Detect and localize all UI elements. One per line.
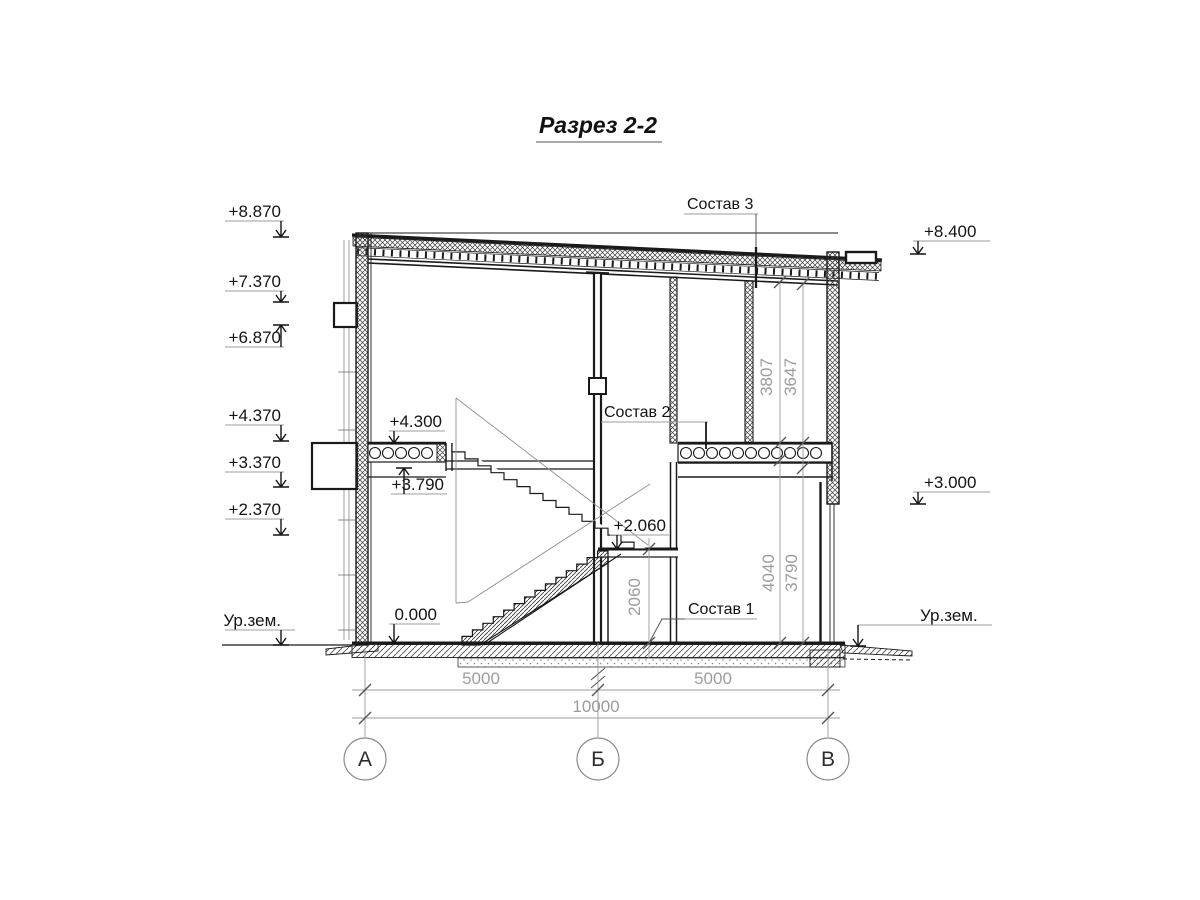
level-left-6870: +6.870 — [228, 328, 281, 347]
central-column — [586, 272, 609, 643]
level-internal-0000: 0.000 — [394, 605, 437, 624]
dim-total: 10000 — [572, 697, 620, 716]
level-left-8870: +8.870 — [228, 202, 281, 221]
elevation-marks-right — [850, 222, 992, 646]
level-arrows-right — [850, 241, 926, 646]
axis-label-b: Б — [591, 748, 605, 771]
left-wall-hatch — [356, 233, 368, 645]
partition-2 — [745, 281, 753, 443]
horizontal-dimensions — [352, 669, 840, 724]
elevation-marks-left — [223, 202, 295, 645]
lower-flight-section — [462, 551, 608, 645]
dim-upper-2: 3647 — [781, 358, 800, 396]
level-internal-4300: +4.300 — [389, 412, 442, 431]
label-sostav-1: Состав 1 — [688, 601, 755, 618]
level-left-2370: +2.370 — [228, 500, 281, 519]
dim-landing: 2060 — [625, 578, 644, 616]
level-left-3370: +3.370 — [228, 453, 281, 472]
right-wall-hatch — [827, 252, 839, 504]
floor-slab-ground — [352, 645, 845, 658]
drawing-title: Разрез 2-2 — [538, 112, 658, 138]
left-wall — [312, 233, 371, 645]
sand-bed — [458, 658, 845, 667]
roof-assembly — [352, 233, 882, 285]
dim-span-1: 5000 — [462, 669, 500, 688]
wall-projection-canopy — [312, 443, 357, 489]
dim-lower-2: 3790 — [782, 554, 801, 592]
ground-assembly — [222, 643, 985, 667]
axis-label-a: А — [357, 748, 373, 771]
axis-label-v: В — [820, 748, 836, 771]
dim-span-2: 5000 — [694, 669, 732, 688]
level-left-7370: +7.370 — [228, 272, 281, 291]
roof-fascia — [846, 252, 876, 263]
level-right-8400: +8.400 — [924, 222, 977, 241]
title-block — [536, 112, 662, 142]
wall-projection-upper — [334, 303, 357, 327]
level-right-3000: +3.000 — [924, 473, 977, 492]
column-splice — [589, 378, 606, 394]
label-sostav-3: Состав 3 — [687, 196, 754, 213]
axis-bubbles — [344, 738, 849, 780]
dim-upper-1: 3807 — [757, 358, 776, 396]
partition-1-upper — [670, 277, 677, 443]
label-sostav-2: Состав 2 — [604, 404, 671, 421]
level-internal-3790: +3.790 — [391, 475, 444, 494]
ground-level-label-left: Ур.зем. — [223, 611, 281, 630]
level-internal-2060: +2.060 — [613, 516, 666, 535]
level-left-4370: +4.370 — [228, 406, 281, 425]
dim-lower-1: 4040 — [759, 554, 778, 592]
foundation-block — [810, 650, 840, 667]
ground-level-label-right: Ур.зем. — [920, 606, 978, 625]
